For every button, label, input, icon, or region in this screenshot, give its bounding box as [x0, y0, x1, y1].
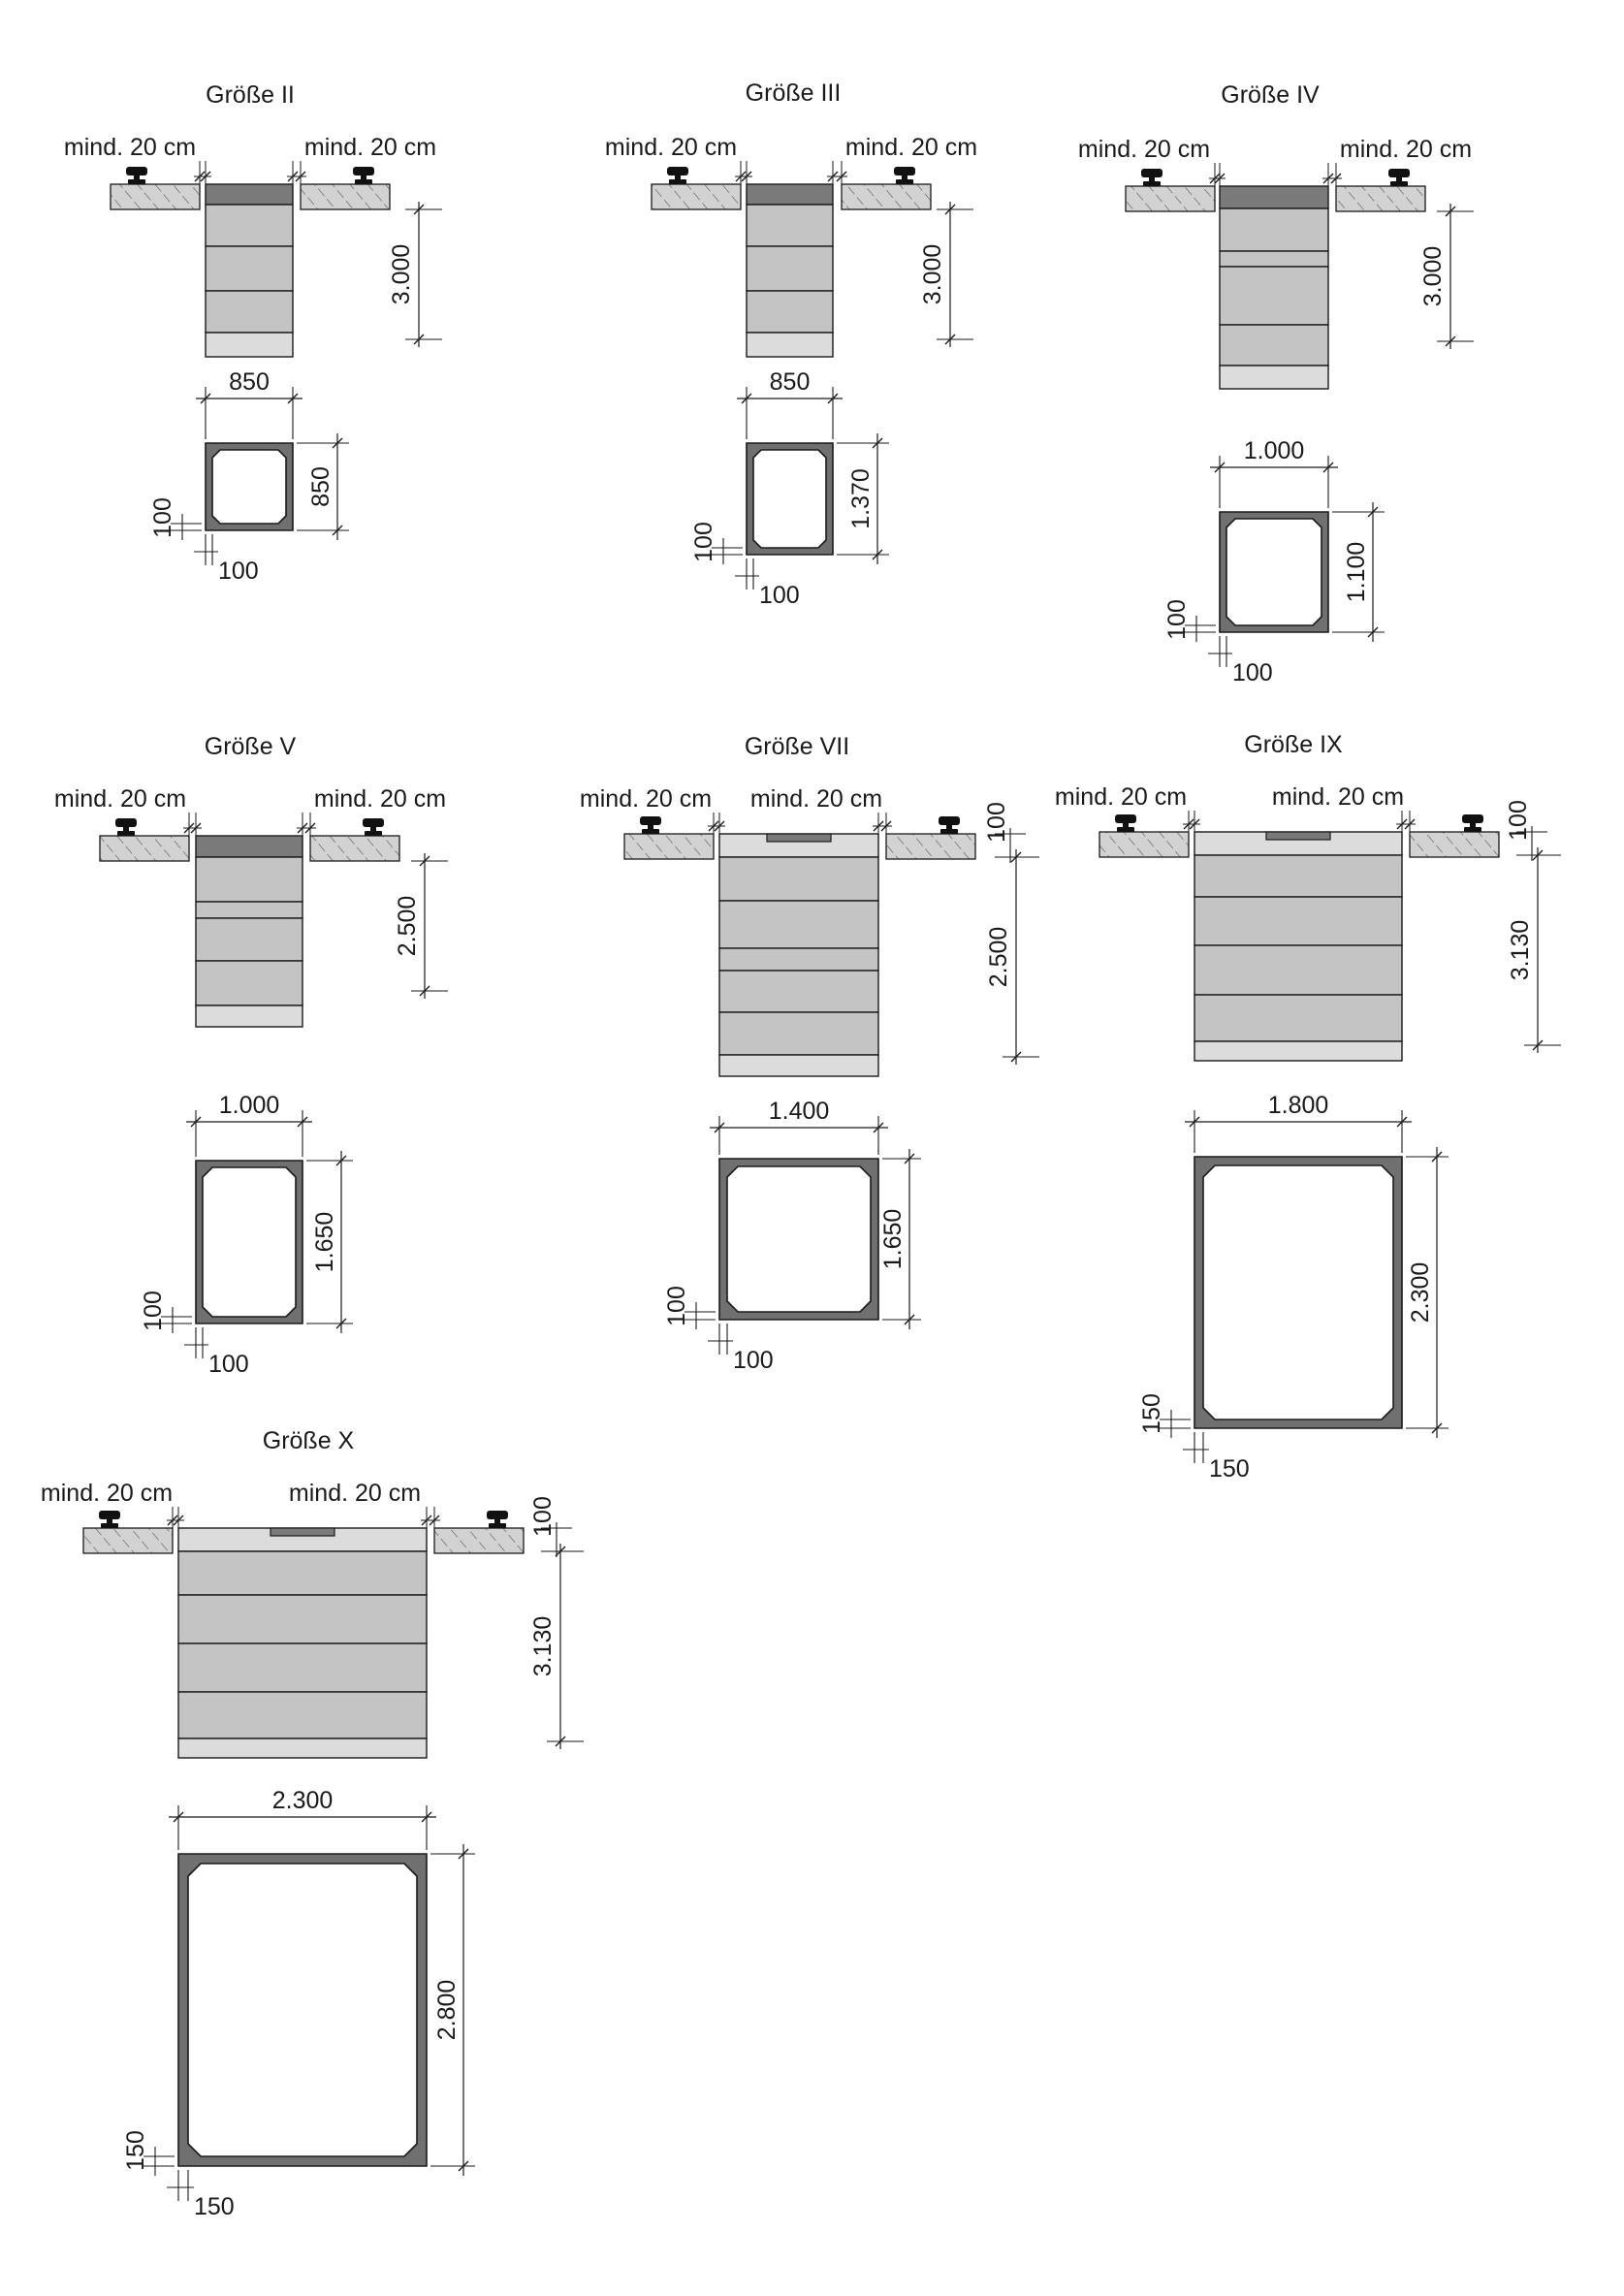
- shaft-course: [196, 961, 303, 1005]
- cover-plate: [271, 1528, 334, 1536]
- elevation-height-label: 3.130: [529, 1615, 557, 1677]
- section-height-label: 2.300: [1407, 1261, 1434, 1323]
- rail-icon: [126, 167, 147, 184]
- shaft-course: [1220, 267, 1328, 325]
- wall-thickness-horizontal-label: 100: [733, 1347, 774, 1374]
- diagram-title: Größe II: [206, 81, 295, 109]
- box-section-wall: [1220, 512, 1328, 632]
- wall-thickness-vertical-label: 100: [149, 497, 176, 538]
- shaft-course: [719, 901, 878, 948]
- clearance-left-label: mind. 20 cm: [40, 1480, 174, 1507]
- elevation-height-label: 3.130: [1507, 919, 1534, 981]
- elevation-view: [64, 134, 442, 357]
- shaft-elevation: [747, 184, 833, 357]
- sleeper-body: [434, 1528, 524, 1553]
- diagram-title: Größe X: [262, 1427, 355, 1454]
- rail-icon: [363, 818, 384, 836]
- sleeper-body: [1410, 832, 1499, 857]
- diagram-groesse-x: [41, 1427, 584, 2220]
- section-width-label: 1.400: [768, 1098, 830, 1125]
- box-section-wall: [178, 1854, 427, 2166]
- shaft-course: [1194, 1041, 1402, 1061]
- box-section-wall: [1194, 1157, 1402, 1428]
- wall-thickness-horizontal-label: 150: [1209, 1455, 1250, 1483]
- shaft-course: [206, 205, 293, 246]
- shaft-course: [747, 205, 833, 246]
- wall-thickness-vertical-label: 100: [663, 1286, 690, 1326]
- sleeper: [310, 818, 399, 861]
- shaft-course: [206, 246, 293, 291]
- top-course-height-label: 100: [1505, 800, 1532, 841]
- shaft-course: [1220, 208, 1328, 251]
- shaft-course: [719, 1055, 878, 1076]
- box-section-wall: [196, 1161, 303, 1323]
- sleeper-body: [624, 834, 714, 859]
- shaft-elevation: [719, 834, 878, 1076]
- elevation-height-label: 2.500: [394, 895, 421, 957]
- sleeper: [100, 818, 189, 861]
- shaft-course: [1194, 897, 1402, 945]
- elevation-view: [54, 785, 448, 1027]
- clearance-left-label: mind. 20 cm: [579, 785, 713, 813]
- sleeper-body: [100, 836, 189, 861]
- sleeper-body: [886, 834, 975, 859]
- sleeper-body: [1336, 186, 1425, 211]
- diagram-title: Größe IX: [1244, 731, 1343, 758]
- section-width-label: 2.300: [271, 1787, 334, 1814]
- shaft-course: [719, 1012, 878, 1055]
- sleeper-body: [1099, 832, 1189, 857]
- section-width-label: 1.000: [218, 1092, 280, 1119]
- diagram-groesse-vii: [580, 733, 1039, 1374]
- diagram-groesse-ii: [64, 81, 442, 585]
- rail-icon: [115, 818, 137, 836]
- elevation-view: [580, 785, 1039, 1076]
- shaft-course: [747, 333, 833, 357]
- elevation-view: [605, 134, 977, 357]
- wall-thickness-vertical-label: 150: [122, 2130, 149, 2171]
- section-height-label: 1.370: [847, 468, 875, 529]
- shaft-course: [1220, 325, 1328, 366]
- sleeper: [83, 1511, 173, 1553]
- shaft-course: [178, 1692, 427, 1738]
- rail-icon: [487, 1511, 508, 1528]
- diagram-groesse-iv: [1078, 81, 1474, 686]
- sleeper: [434, 1511, 524, 1553]
- shaft-course: [178, 1643, 427, 1692]
- diagram-title: Größe V: [204, 733, 297, 760]
- top-course-height-label: 100: [529, 1496, 557, 1537]
- shaft-course: [178, 1738, 427, 1758]
- rail-icon: [1462, 814, 1483, 832]
- elevation-height-label: 3.000: [1419, 245, 1447, 307]
- shaft-course: [747, 246, 833, 291]
- section-height-label: 850: [307, 466, 334, 507]
- clearance-right-label: mind. 20 cm: [313, 785, 447, 813]
- diagram-title: Größe VII: [744, 733, 850, 760]
- cross-section-view: [149, 368, 349, 585]
- clearance-left-label: mind. 20 cm: [63, 134, 197, 161]
- clearance-right-label: mind. 20 cm: [288, 1480, 422, 1507]
- rail-icon: [1115, 814, 1136, 832]
- rail-icon: [99, 1511, 120, 1528]
- section-width-label: 1.800: [1267, 1092, 1329, 1119]
- clearance-right-label: mind. 20 cm: [1339, 136, 1473, 163]
- shaft-course: [206, 333, 293, 357]
- sleeper: [1410, 814, 1499, 857]
- rail-icon: [1388, 169, 1410, 186]
- shaft-course: [206, 291, 293, 333]
- clearance-right-label: mind. 20 cm: [749, 785, 883, 813]
- shaft-course: [178, 1595, 427, 1643]
- sleeper-body: [310, 836, 399, 861]
- shaft-course: [196, 836, 303, 857]
- section-width-label: 850: [229, 368, 270, 396]
- cross-section-view: [140, 1092, 353, 1378]
- shaft-course: [1220, 251, 1328, 267]
- cover-plate: [767, 834, 831, 842]
- sleeper: [652, 167, 741, 209]
- clearance-right-label: mind. 20 cm: [844, 134, 978, 161]
- elevation-view: [41, 1480, 584, 1758]
- shaft-elevation: [1194, 832, 1402, 1061]
- shaft-course: [1194, 855, 1402, 897]
- wall-thickness-vertical-label: 100: [690, 522, 717, 562]
- sleeper: [624, 816, 714, 859]
- shaft-elevation: [206, 184, 293, 357]
- diagram-groesse-v: [54, 733, 448, 1378]
- sleeper: [842, 167, 931, 209]
- elevation-view: [1055, 783, 1561, 1061]
- elevation-height-label: 3.000: [388, 243, 415, 305]
- section-height-label: 1.100: [1343, 541, 1370, 603]
- shaft-course: [1194, 945, 1402, 995]
- shaft-course: [1194, 995, 1402, 1041]
- sleeper: [301, 167, 390, 209]
- cover-plate: [1266, 832, 1330, 840]
- sleeper: [1099, 814, 1189, 857]
- shaft-course: [196, 918, 303, 961]
- sleeper-body: [652, 184, 741, 209]
- rail-icon: [667, 167, 688, 184]
- elevation-view: [1078, 136, 1474, 389]
- shaft-elevation: [196, 836, 303, 1027]
- diagram-groesse-ix: [1055, 731, 1561, 1483]
- elevation-height-label: 2.500: [985, 926, 1012, 988]
- section-height-label: 1.650: [311, 1211, 338, 1273]
- shaft-course: [196, 1005, 303, 1027]
- sleeper-body: [842, 184, 931, 209]
- wall-thickness-horizontal-label: 100: [759, 582, 800, 609]
- rail-icon: [353, 167, 374, 184]
- shaft-course: [719, 971, 878, 1012]
- wall-thickness-vertical-label: 100: [1163, 599, 1191, 640]
- shaft-course: [196, 857, 303, 902]
- sleeper: [1126, 169, 1215, 211]
- section-height-label: 2.800: [433, 1979, 461, 2041]
- shaft-course: [206, 184, 293, 205]
- sleeper: [1336, 169, 1425, 211]
- sleeper: [886, 816, 975, 859]
- shaft-elevation: [178, 1528, 427, 1758]
- clearance-left-label: mind. 20 cm: [53, 785, 187, 813]
- clearance-right-label: mind. 20 cm: [303, 134, 437, 161]
- clearance-left-label: mind. 20 cm: [1077, 136, 1211, 163]
- clearance-right-label: mind. 20 cm: [1271, 783, 1405, 811]
- shaft-course: [178, 1551, 427, 1595]
- diagram-groesse-iii: [605, 80, 977, 609]
- shaft-elevation: [1220, 186, 1328, 389]
- cross-section-view: [1138, 1092, 1449, 1483]
- wall-thickness-vertical-label: 150: [1138, 1393, 1165, 1434]
- diagram-title: Größe III: [745, 80, 842, 107]
- sleeper-body: [301, 184, 390, 209]
- shaft-course: [1220, 186, 1328, 208]
- section-height-label: 1.650: [879, 1208, 907, 1270]
- shaft-course: [719, 857, 878, 901]
- box-section-wall: [719, 1159, 878, 1320]
- wall-thickness-horizontal-label: 150: [194, 2193, 235, 2220]
- elevation-height-label: 3.000: [919, 243, 946, 305]
- shaft-course: [1220, 366, 1328, 389]
- wall-thickness-horizontal-label: 100: [1232, 659, 1273, 686]
- sleeper-body: [111, 184, 200, 209]
- diagram-title: Größe IV: [1221, 81, 1320, 109]
- section-width-label: 850: [769, 368, 811, 396]
- shaft-course: [196, 902, 303, 918]
- shaft-course: [719, 948, 878, 971]
- section-width-label: 1.000: [1243, 437, 1305, 464]
- box-section-wall: [747, 443, 833, 555]
- shaft-course: [747, 184, 833, 205]
- cross-section-view: [663, 1098, 921, 1374]
- clearance-left-label: mind. 20 cm: [1054, 783, 1188, 811]
- sleeper: [111, 167, 200, 209]
- cross-section-view: [1163, 437, 1385, 686]
- sleeper-body: [1126, 186, 1215, 211]
- rail-icon: [939, 816, 960, 834]
- cross-section-view: [122, 1787, 475, 2220]
- wall-thickness-horizontal-label: 100: [208, 1351, 249, 1378]
- sleeper-body: [83, 1528, 173, 1553]
- wall-thickness-horizontal-label: 100: [218, 558, 259, 585]
- rail-icon: [1141, 169, 1162, 186]
- shaft-course: [747, 291, 833, 333]
- rail-icon: [894, 167, 915, 184]
- cross-section-view: [690, 368, 889, 609]
- wall-thickness-vertical-label: 100: [140, 1291, 167, 1331]
- box-section-wall: [206, 443, 293, 530]
- top-course-height-label: 100: [983, 802, 1010, 843]
- rail-icon: [640, 816, 661, 834]
- clearance-left-label: mind. 20 cm: [604, 134, 738, 161]
